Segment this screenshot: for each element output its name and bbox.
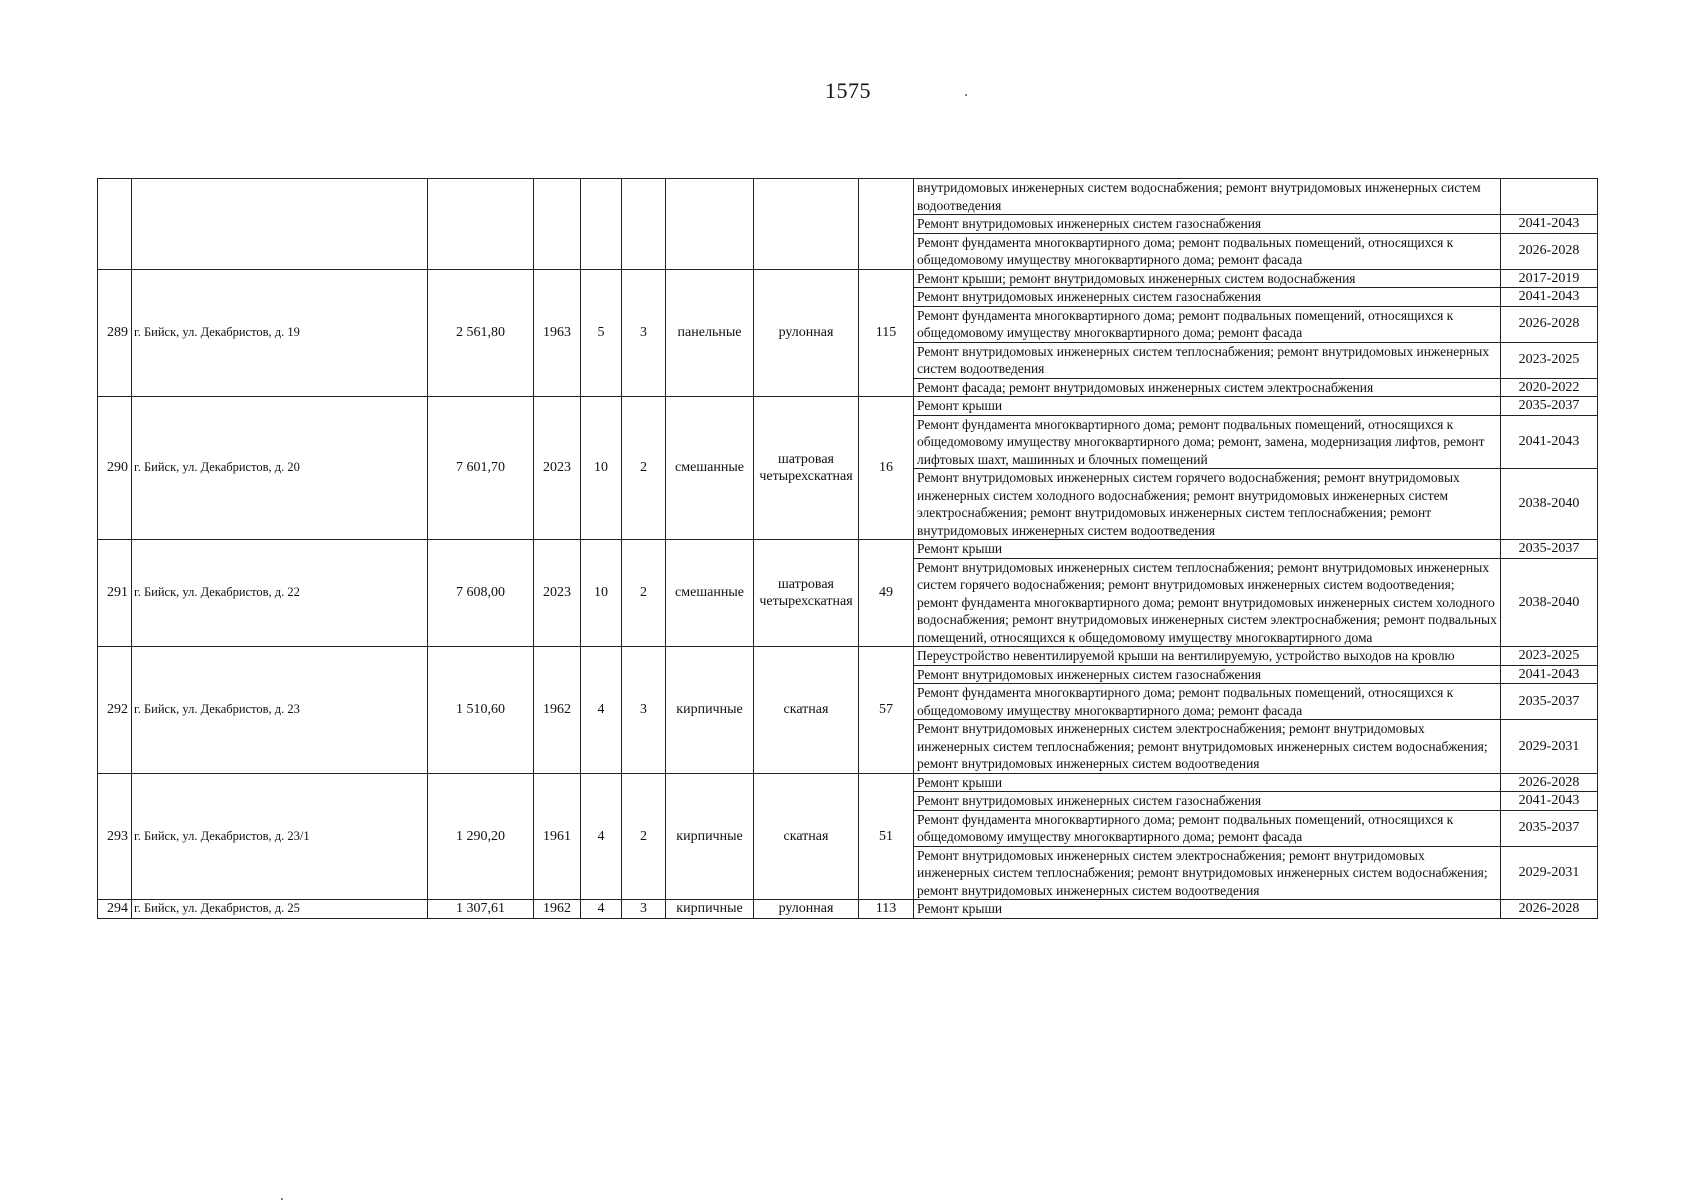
work-period-cell: 2020-2022 <box>1501 378 1598 397</box>
floors-cell: 4 <box>581 647 622 774</box>
work-period-cell: 2041-2043 <box>1501 415 1598 469</box>
work-description-cell: Ремонт крыши <box>914 397 1501 416</box>
table-row <box>98 269 1598 288</box>
work-period-cell <box>1501 179 1598 215</box>
address-cell: г. Бийск, ул. Декабристов, д. 19 <box>132 269 428 397</box>
residents-cell: 51 <box>859 773 914 900</box>
address-cell: г. Бийск, ул. Декабристов, д. 20 <box>132 397 428 540</box>
scan-speck <box>965 94 967 96</box>
work-period-cell: 2041-2043 <box>1501 288 1598 307</box>
work-period-cell: 2026-2028 <box>1501 773 1598 792</box>
area-cell: 1 510,60 <box>428 647 534 774</box>
work-period-cell: 2029-2031 <box>1501 720 1598 774</box>
year-cell: 1963 <box>534 269 581 397</box>
work-period-cell: 2041-2043 <box>1501 665 1598 684</box>
work-description-cell: Ремонт внутридомовых инженерных систем газоснабжения <box>914 792 1501 811</box>
wall-material-cell: кирпичные <box>666 647 754 774</box>
floors-cell: 5 <box>581 269 622 397</box>
work-period-cell: 2026-2028 <box>1501 233 1598 269</box>
row-number: 292 <box>98 647 132 774</box>
work-description-cell: Ремонт внутридомовых инженерных систем газоснабжения <box>914 288 1501 307</box>
housing-register-table <box>97 178 1598 919</box>
empty-cell <box>754 179 859 270</box>
entrances-cell: 2 <box>622 397 666 540</box>
empty-cell <box>132 179 428 270</box>
address-cell: г. Бийск, ул. Декабристов, д. 23/1 <box>132 773 428 900</box>
empty-cell <box>622 179 666 270</box>
row-number: 294 <box>98 900 132 919</box>
entrances-cell: 3 <box>622 647 666 774</box>
row-number: 291 <box>98 540 132 647</box>
work-period-cell: 2023-2025 <box>1501 342 1598 378</box>
work-period-cell: 2026-2028 <box>1501 900 1598 919</box>
row-number: 293 <box>98 773 132 900</box>
roof-type-cell: шатровая четырехскатная <box>754 397 859 540</box>
residents-cell: 16 <box>859 397 914 540</box>
year-cell: 2023 <box>534 397 581 540</box>
wall-material-cell: кирпичные <box>666 773 754 900</box>
work-period-cell: 2038-2040 <box>1501 558 1598 647</box>
work-description-cell: Ремонт фундамента многоквартирного дома; ремонт подвальных помещений, относящихся к общедомовому имуществу многоквартирного дома; ремонт фасада <box>914 306 1501 342</box>
work-description-cell: Ремонт внутридомовых инженерных систем теплоснабжения; ремонт внутридомовых инженерных систем водоотведения <box>914 342 1501 378</box>
roof-type-cell: скатная <box>754 773 859 900</box>
work-description-cell: Ремонт крыши <box>914 900 1501 919</box>
work-description-cell: Ремонт внутридомовых инженерных систем горячего водоснабжения; ремонт внутридомовых инженерных систем холодного водоснабжения; ремонт внутридомовых инженерных систем электроснабжения; ремонт внутридомовых инженерных систем теплоснабжения; ремонт внутридомовых инженерных систем водоотведения <box>914 469 1501 540</box>
work-period-cell: 2035-2037 <box>1501 397 1598 416</box>
row-number: 289 <box>98 269 132 397</box>
work-description-cell: Ремонт крыши; ремонт внутридомовых инженерных систем водоснабжения <box>914 269 1501 288</box>
table-row <box>98 773 1598 792</box>
wall-material-cell: панельные <box>666 269 754 397</box>
entrances-cell: 2 <box>622 540 666 647</box>
area-cell: 1 290,20 <box>428 773 534 900</box>
area-cell: 7 601,70 <box>428 397 534 540</box>
work-period-cell: 2041-2043 <box>1501 792 1598 811</box>
work-period-cell: 2026-2028 <box>1501 306 1598 342</box>
work-period-cell: 2035-2037 <box>1501 684 1598 720</box>
floors-cell: 4 <box>581 900 622 919</box>
table-row <box>98 179 1598 215</box>
entrances-cell: 2 <box>622 773 666 900</box>
page-number: 1575 <box>825 78 871 103</box>
empty-cell <box>859 179 914 270</box>
work-description-cell: Ремонт внутридомовых инженерных систем газоснабжения <box>914 215 1501 234</box>
area-cell: 7 608,00 <box>428 540 534 647</box>
empty-cell <box>428 179 534 270</box>
work-period-cell: 2041-2043 <box>1501 215 1598 234</box>
address-cell: г. Бийск, ул. Декабристов, д. 25 <box>132 900 428 919</box>
year-cell: 1961 <box>534 773 581 900</box>
floors-cell: 4 <box>581 773 622 900</box>
residents-cell: 49 <box>859 540 914 647</box>
area-cell: 2 561,80 <box>428 269 534 397</box>
work-description-cell: Переустройство невентилируемой крыши на вентилируемую, устройство выходов на кровлю <box>914 647 1501 666</box>
work-period-cell: 2029-2031 <box>1501 846 1598 900</box>
work-description-cell: Ремонт фундамента многоквартирного дома; ремонт подвальных помещений, относящихся к общедомовому имуществу многоквартирного дома; ремонт, замена, модернизация лифтов, ремонт лифтовых шахт, машинных и блочных помещений <box>914 415 1501 469</box>
work-period-cell: 2035-2037 <box>1501 540 1598 559</box>
work-description-cell: Ремонт фундамента многоквартирного дома; ремонт подвальных помещений, относящихся к общедомовому имуществу многоквартирного дома; ремонт фасада <box>914 810 1501 846</box>
table-row <box>98 397 1598 416</box>
floors-cell: 10 <box>581 540 622 647</box>
roof-type-cell: рулонная <box>754 900 859 919</box>
roof-type-cell: шатровая четырехскатная <box>754 540 859 647</box>
entrances-cell: 3 <box>622 900 666 919</box>
table-row <box>98 647 1598 666</box>
empty-cell <box>534 179 581 270</box>
residents-cell: 115 <box>859 269 914 397</box>
work-period-cell: 2023-2025 <box>1501 647 1598 666</box>
work-period-cell: 2038-2040 <box>1501 469 1598 540</box>
work-period-cell: 2017-2019 <box>1501 269 1598 288</box>
work-description-cell: Ремонт фундамента многоквартирного дома; ремонт подвальных помещений, относящихся к общедомовому имуществу многоквартирного дома; ремонт фасада <box>914 684 1501 720</box>
wall-material-cell: смешанные <box>666 397 754 540</box>
work-description-cell: Ремонт внутридомовых инженерных систем теплоснабжения; ремонт внутридомовых инженерных систем горячего водоснабжения; ремонт внутридомовых инженерных систем водоотведения; ремонт фундамента многоквартирного дома; ремонт внутридомовых инженерных систем холодного водоснабжения; ремонт внутридомовых инженерных систем электроснабжения; ремонт подвальных помещений, относящихся к общедомовому имуществу многоквартирного дома <box>914 558 1501 647</box>
empty-cell <box>666 179 754 270</box>
work-description-cell: Ремонт крыши <box>914 773 1501 792</box>
residents-cell: 57 <box>859 647 914 774</box>
roof-type-cell: рулонная <box>754 269 859 397</box>
table-row <box>98 900 1598 919</box>
empty-cell <box>98 179 132 270</box>
work-description-cell: Ремонт фасада; ремонт внутридомовых инженерных систем электроснабжения <box>914 378 1501 397</box>
address-cell: г. Бийск, ул. Декабристов, д. 22 <box>132 540 428 647</box>
row-number: 290 <box>98 397 132 540</box>
year-cell: 1962 <box>534 900 581 919</box>
year-cell: 1962 <box>534 647 581 774</box>
wall-material-cell: кирпичные <box>666 900 754 919</box>
wall-material-cell: смешанные <box>666 540 754 647</box>
work-description-cell: Ремонт внутридомовых инженерных систем электроснабжения; ремонт внутридомовых инженерных систем теплоснабжения; ремонт внутридомовых инженерных систем водоснабжения; ремонт внутридомовых инженерных систем водоотведения <box>914 720 1501 774</box>
floors-cell: 10 <box>581 397 622 540</box>
work-period-cell: 2035-2037 <box>1501 810 1598 846</box>
residents-cell: 113 <box>859 900 914 919</box>
work-description-cell: внутридомовых инженерных систем водоснабжения; ремонт внутридомовых инженерных систем водоотведения <box>914 179 1501 215</box>
entrances-cell: 3 <box>622 269 666 397</box>
year-cell: 2023 <box>534 540 581 647</box>
table-row <box>98 540 1598 559</box>
empty-cell <box>581 179 622 270</box>
area-cell: 1 307,61 <box>428 900 534 919</box>
work-description-cell: Ремонт внутридомовых инженерных систем газоснабжения <box>914 665 1501 684</box>
work-description-cell: Ремонт внутридомовых инженерных систем электроснабжения; ремонт внутридомовых инженерных систем теплоснабжения; ремонт внутридомовых инженерных систем водоснабжения; ремонт внутридомовых инженерных систем водоотведения <box>914 846 1501 900</box>
work-description-cell: Ремонт фундамента многоквартирного дома; ремонт подвальных помещений, относящихся к общедомовому имуществу многоквартирного дома; ремонт фасада <box>914 233 1501 269</box>
address-cell: г. Бийск, ул. Декабристов, д. 23 <box>132 647 428 774</box>
roof-type-cell: скатная <box>754 647 859 774</box>
work-description-cell: Ремонт крыши <box>914 540 1501 559</box>
